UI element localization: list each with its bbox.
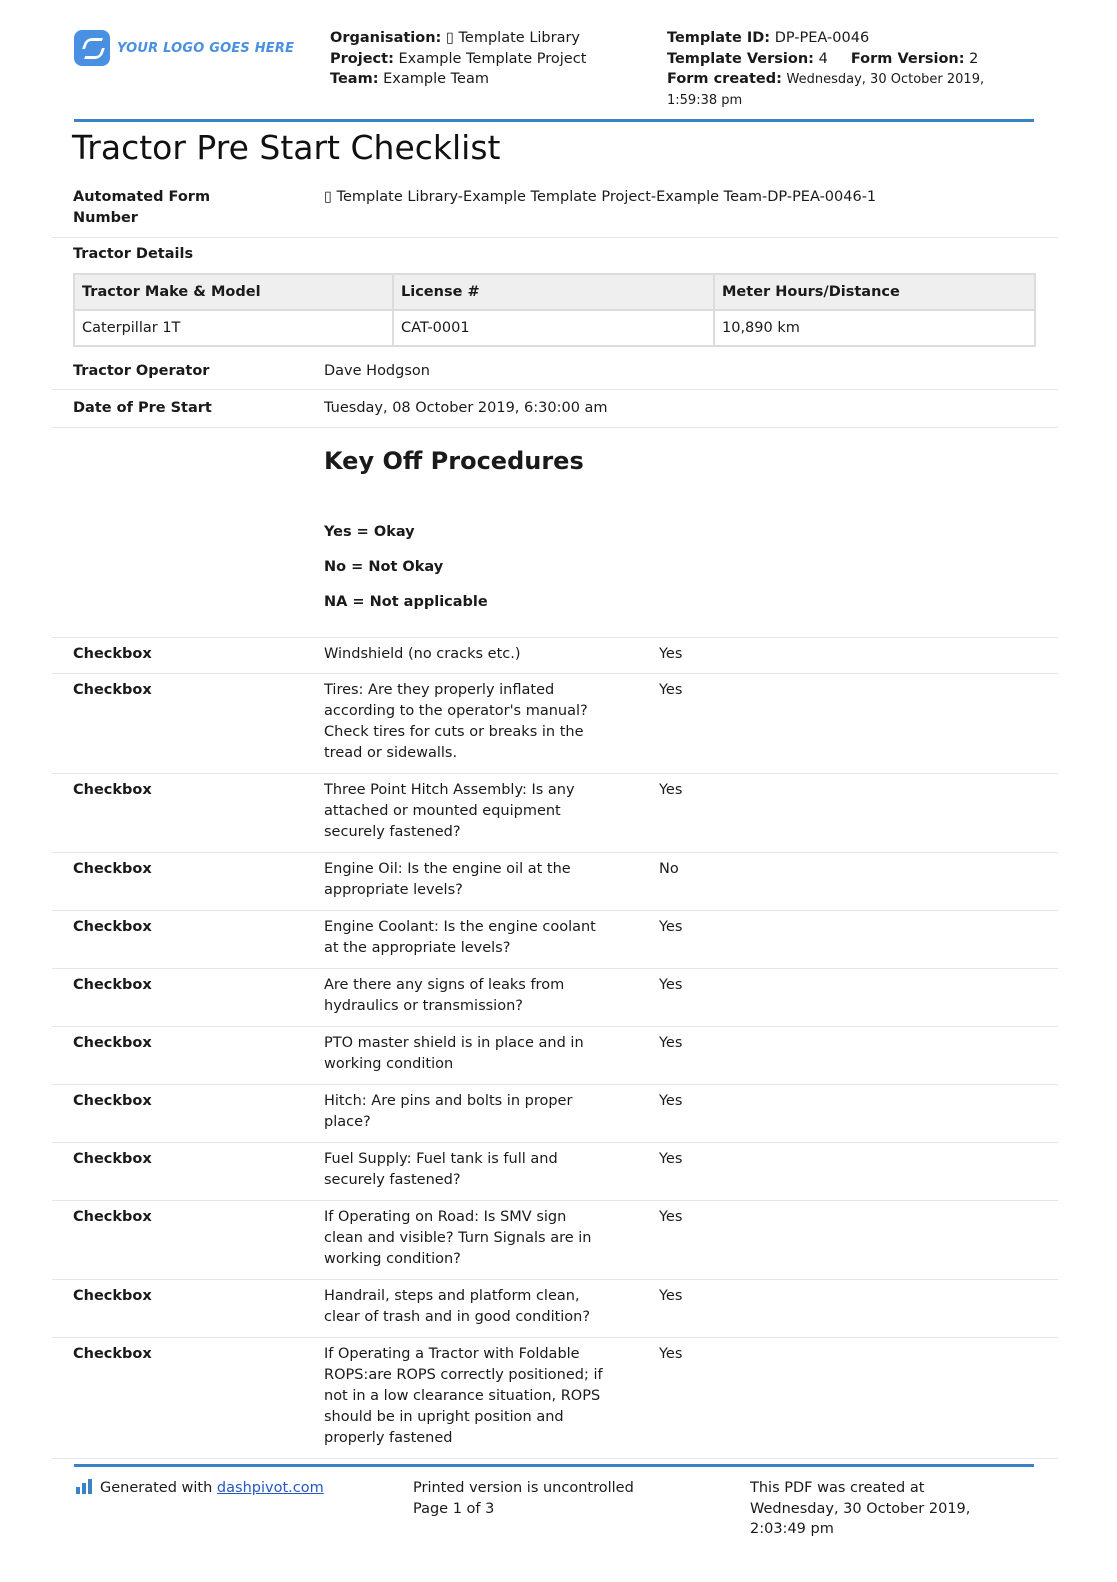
checklist-answer: Yes (659, 1209, 683, 1225)
checklist-answer: Yes (659, 1288, 683, 1304)
checklist-question (324, 859, 571, 901)
uncontrolled-notice: Printed version is uncontrolled (413, 1480, 634, 1496)
checklist-question (324, 1286, 590, 1328)
template-version-label: Template Version: (667, 50, 814, 67)
question-line: Hitch: Are pins and bolts in proper (324, 1093, 573, 1109)
meter-cell: 10,890 km (714, 310, 1035, 346)
checklist-row (52, 969, 1058, 1027)
make-model-cell: Caterpillar 1T (74, 310, 393, 346)
question-line: Engine Oil: Is the engine oil at the (324, 861, 571, 877)
logo-icon (74, 30, 110, 66)
operator-label: Tractor Operator (73, 363, 210, 379)
question-line: tread or sidewalls. (324, 745, 458, 761)
organisation-value: ▯ Template Library (445, 30, 581, 46)
page-number: Page 1 of 3 (413, 1500, 495, 1517)
question-line: place? (324, 1114, 371, 1130)
footer-divider (74, 1464, 1034, 1467)
dashpivot-link[interactable]: dashpivot.com (216, 1480, 324, 1496)
company-logo (74, 30, 294, 66)
pdf-created-line: 2:03:49 pm (750, 1521, 834, 1537)
question-line: Handrail, steps and platform clean, (324, 1288, 580, 1304)
question-line: PTO master shield is in place and in (324, 1035, 584, 1051)
pdf-created-line: Wednesday, 30 October 2019, (750, 1500, 971, 1517)
checklist-row (52, 1143, 1058, 1201)
checklist-label: Checkbox (73, 919, 152, 935)
question-line: Tires: Are they properly inflated (324, 682, 555, 698)
question-line: If Operating a Tractor with Foldable (324, 1346, 580, 1362)
document-header (74, 24, 1034, 116)
template-id-value: DP-PEA-0046 (774, 30, 870, 46)
form-number-value: ▯ Template Library-Example Template Project-Example Team-DP-PEA-0046-1 (324, 189, 877, 205)
checklist-row (52, 637, 1058, 674)
checklist-answer: Yes (659, 1346, 683, 1362)
page-title: Tractor Pre Start Checklist (72, 128, 501, 167)
checklist-label: Checkbox (73, 861, 152, 877)
checklist-row (52, 1280, 1058, 1338)
checklist-label: Checkbox (73, 682, 152, 698)
column-header: License # (393, 274, 714, 310)
checklist-answer: No (659, 861, 679, 877)
tractor-details-label: Tractor Details (73, 246, 194, 262)
checklist-question (324, 1207, 591, 1270)
checklist-answer: Yes (659, 977, 683, 993)
checklist-row (52, 774, 1058, 853)
checklist-answer: Yes (659, 682, 683, 698)
question-line: Fuel Supply: Fuel tank is full and (324, 1151, 558, 1167)
organisation-info (330, 28, 586, 90)
tractor-details-table (73, 273, 1036, 347)
checklist-row (52, 1338, 1058, 1459)
question-line: attached or mounted equipment (324, 803, 561, 819)
checklist-question (324, 1033, 584, 1075)
team-value: Example Team (383, 71, 489, 87)
checklist-question (324, 1344, 603, 1449)
checklist-label: Checkbox (73, 1035, 152, 1051)
question-line: properly fastened (324, 1430, 453, 1446)
checklist-row (52, 1201, 1058, 1280)
question-line: should be in upright position and (324, 1409, 564, 1425)
checklist-row (52, 853, 1058, 911)
table-header-row (74, 274, 1035, 310)
checklist-question (324, 917, 596, 959)
legend-item: No = Not Okay (324, 559, 444, 575)
table-row (74, 310, 1035, 346)
legend-item: NA = Not applicable (324, 594, 488, 610)
question-line: at the appropriate levels? (324, 940, 511, 956)
question-line: securely fastened? (324, 1172, 461, 1188)
header-divider (74, 119, 1034, 122)
question-line: Three Point Hitch Assembly: Is any (324, 782, 575, 798)
checklist-question (324, 780, 575, 843)
checklist-question (324, 1149, 558, 1191)
question-line: according to the operator's manual? (324, 703, 588, 719)
column-header: Tractor Make & Model (74, 274, 393, 310)
form-created-time: 1:59:38 pm (667, 92, 743, 108)
template-id-label: Template ID: (667, 30, 771, 46)
question-line: working condition? (324, 1251, 461, 1267)
checklist-label: Checkbox (73, 646, 152, 662)
checklist-row (52, 1027, 1058, 1085)
checklist-answer: Yes (659, 1151, 683, 1167)
form-created-value: Wednesday, 30 October 2019, (786, 72, 985, 87)
organisation-label: Organisation: (330, 30, 442, 46)
question-line: hydraulics or transmission? (324, 998, 523, 1014)
form-number-row (52, 184, 1058, 238)
legend-item: Yes = Okay (324, 524, 415, 540)
project-value: Example Template Project (398, 50, 587, 67)
footer-control (413, 1478, 634, 1519)
footer-created (750, 1478, 970, 1540)
question-line: ROPS:are ROPS correctly positioned; if (324, 1367, 603, 1383)
logo-text: YOUR LOGO GOES HERE (117, 40, 295, 56)
form-version-value: 2 (969, 50, 979, 67)
question-line: working condition (324, 1056, 454, 1072)
dashpivot-icon (76, 1479, 92, 1494)
template-version-value: 4 (818, 50, 828, 67)
operator-value: Dave Hodgson (324, 363, 430, 379)
license-cell: CAT-0001 (393, 310, 714, 346)
checklist-label: Checkbox (73, 1093, 152, 1109)
project-label: Project: (330, 50, 394, 67)
section-heading: Key Off Procedures (324, 447, 584, 475)
question-line: appropriate levels? (324, 882, 463, 898)
checklist-label: Checkbox (73, 1346, 152, 1362)
date-value: Tuesday, 08 October 2019, 6:30:00 am (324, 400, 608, 416)
generated-prefix: Generated with (100, 1480, 213, 1496)
checklist-label: Checkbox (73, 1288, 152, 1304)
form-number-label: Automated Form Number (73, 189, 211, 226)
question-line: Windshield (no cracks etc.) (324, 646, 521, 662)
pdf-created-line: This PDF was created at (750, 1480, 925, 1496)
checklist-label: Checkbox (73, 1209, 152, 1225)
checklist-label: Checkbox (73, 782, 152, 798)
question-line: securely fastened? (324, 824, 461, 840)
question-line: Engine Coolant: Is the engine coolant (324, 919, 596, 935)
footer-generated (76, 1478, 324, 1499)
form-created-label: Form created: (667, 71, 782, 87)
checklist-question (324, 975, 564, 1017)
checklist-label: Checkbox (73, 1151, 152, 1167)
checklist-answer: Yes (659, 646, 683, 662)
team-label: Team: (330, 71, 379, 87)
template-info (667, 28, 1007, 111)
checklist-row (52, 674, 1058, 774)
checklist-question (324, 1091, 572, 1133)
checklist-row (52, 1085, 1058, 1143)
question-line: Check tires for cuts or breaks in the (324, 724, 584, 740)
column-header: Meter Hours/Distance (714, 274, 1035, 310)
checklist-question (324, 680, 588, 764)
checklist-question (324, 644, 521, 665)
checklist-label: Checkbox (73, 977, 152, 993)
question-line: clean and visible? Turn Signals are in (324, 1230, 592, 1246)
question-line: not in a low clearance situation, ROPS (324, 1388, 601, 1404)
checklist-answer: Yes (659, 782, 683, 798)
checklist-answer: Yes (659, 1093, 683, 1109)
form-version-label: Form Version: (850, 50, 965, 67)
question-line: Are there any signs of leaks from (324, 977, 565, 993)
operator-row (52, 352, 1058, 390)
checklist-row (52, 911, 1058, 969)
question-line: clear of trash and in good condition? (324, 1309, 591, 1325)
date-row (52, 390, 1058, 428)
question-line: If Operating on Road: Is SMV sign (324, 1209, 567, 1225)
checklist-answer: Yes (659, 1035, 683, 1051)
date-label: Date of Pre Start (73, 400, 212, 416)
checklist-answer: Yes (659, 919, 683, 935)
